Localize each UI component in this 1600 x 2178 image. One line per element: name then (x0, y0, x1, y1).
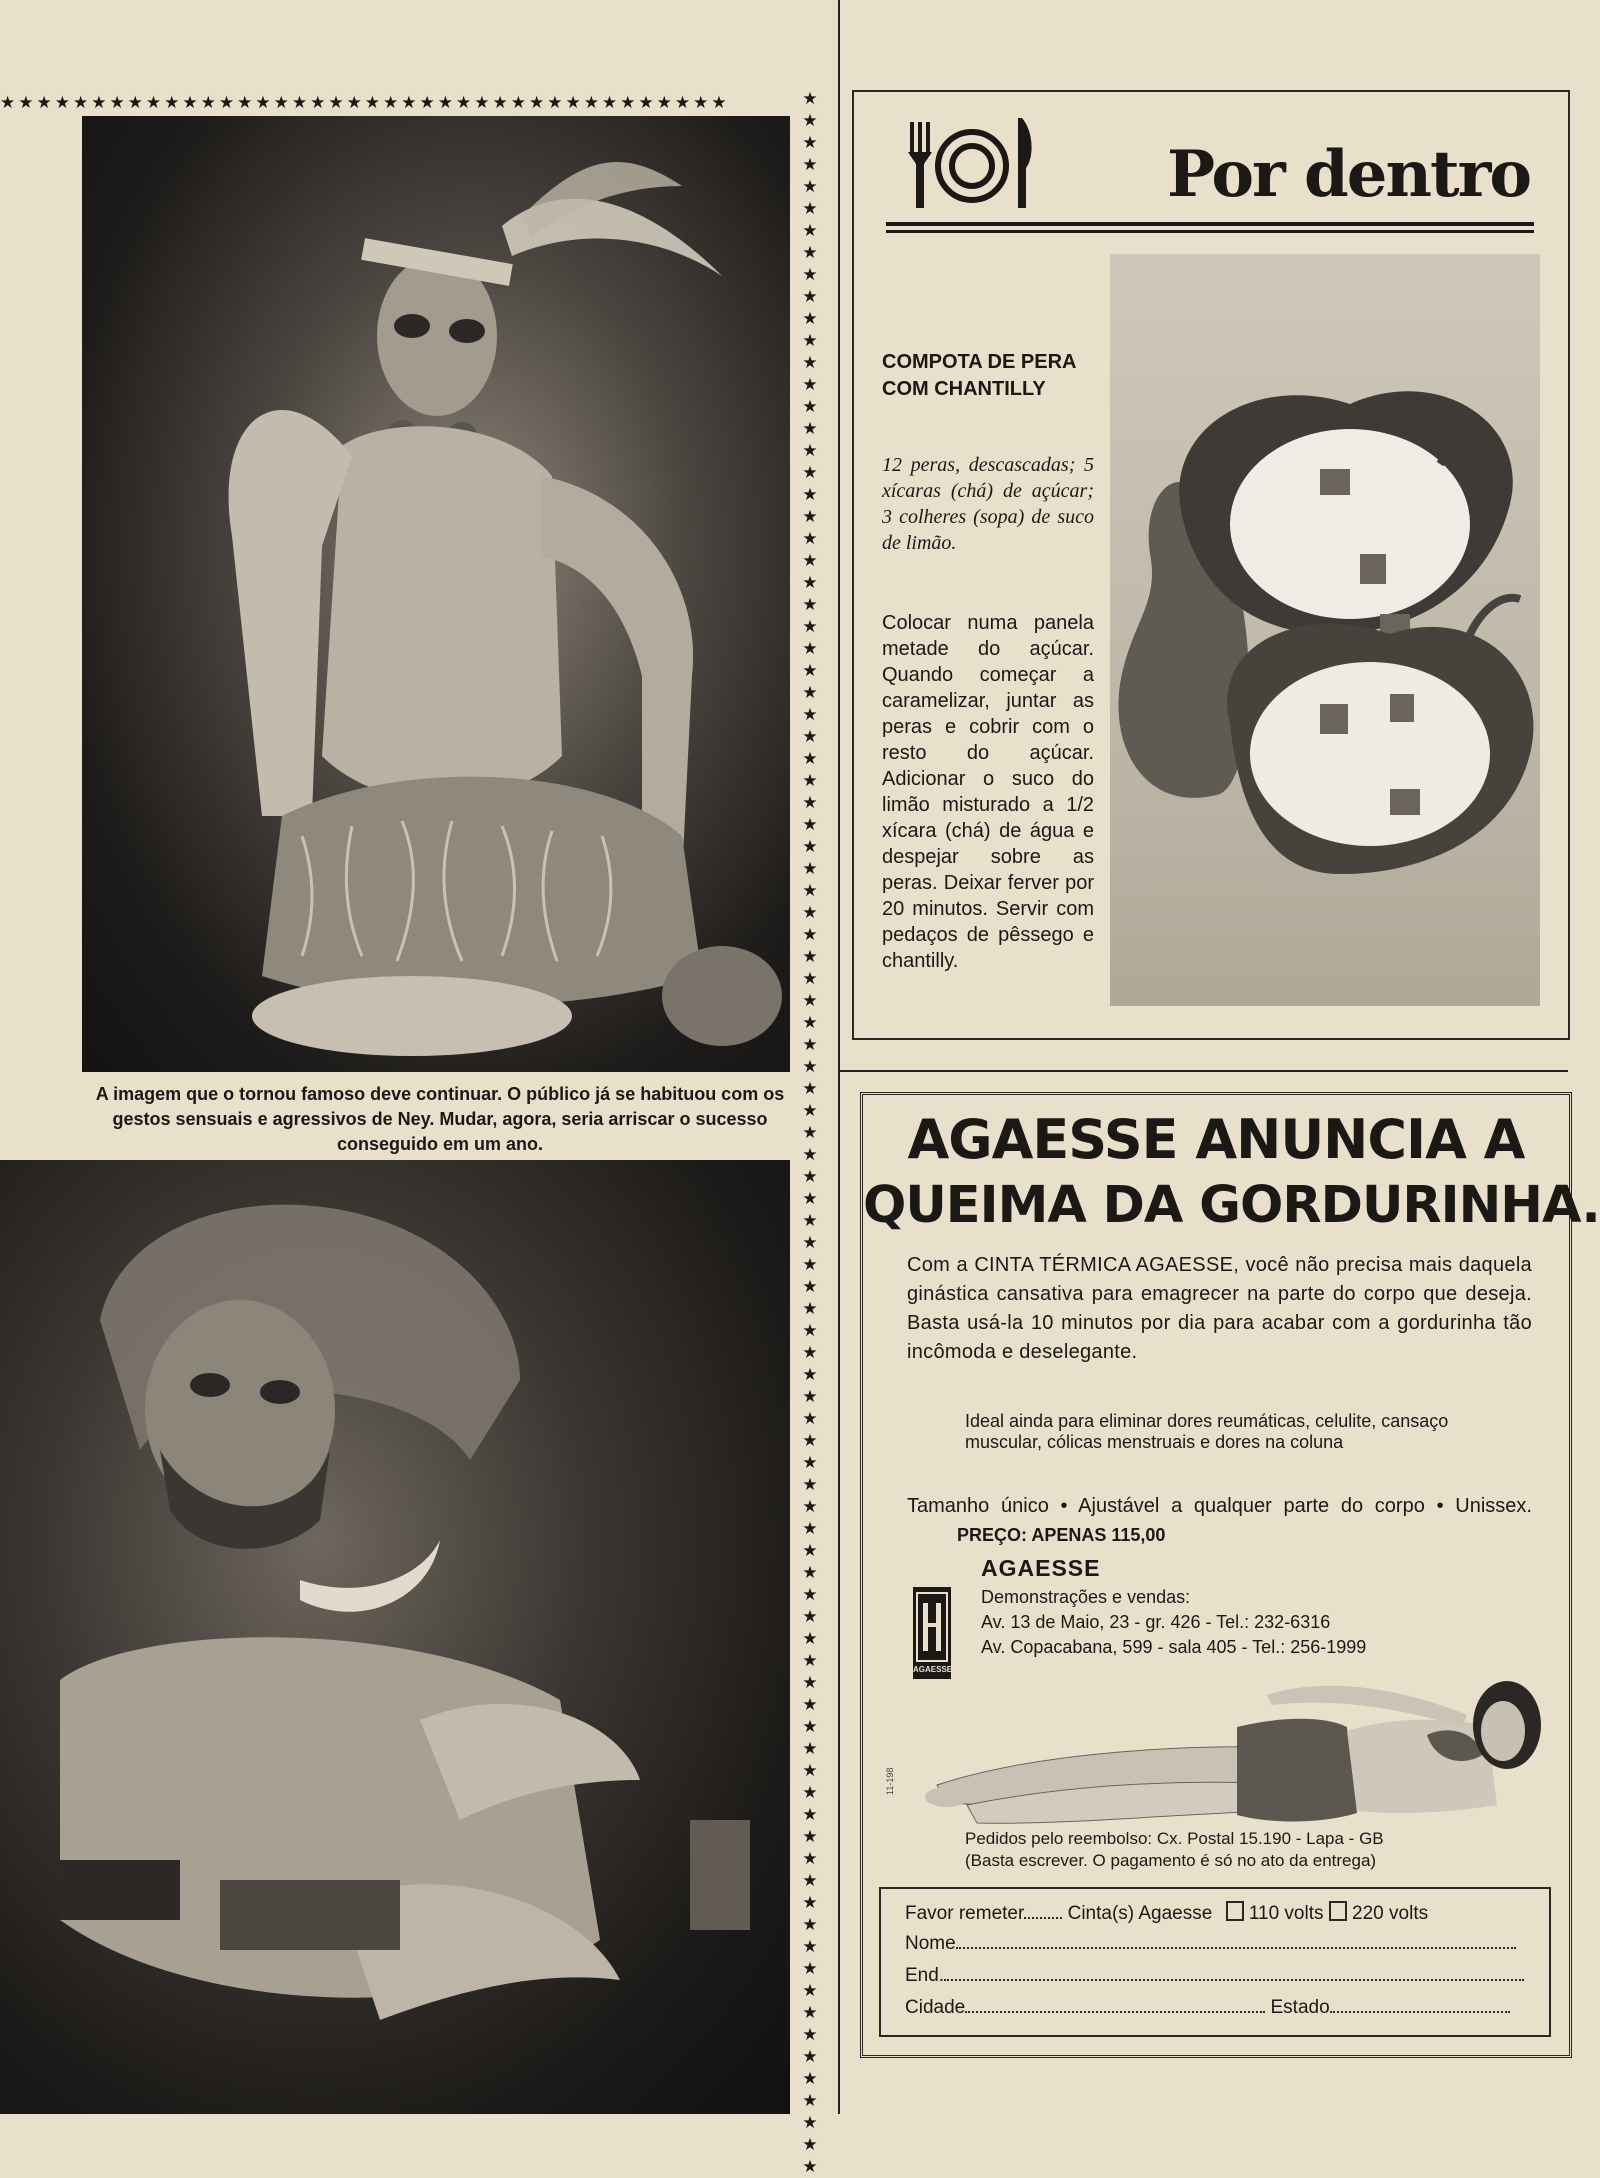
address-field[interactable] (944, 1979, 1524, 1981)
state-field[interactable] (1330, 2011, 1510, 2013)
state-label: Estado (1270, 1997, 1330, 2018)
ad-headline-line2: QUEIMA DA GORDURINHA. (863, 1176, 1600, 1235)
recipe-instructions: Colocar numa panela metade do açúcar. Quando começar a caramelizar, juntar as peras e cobrir com o resto do açúcar. Adicionar o suco do limão misturado a 1/2 xícara (chá) de água e despejar sobre as peras. Deixar ferver por 20 minutos. Servir com pedaços de pêssego e chantilly. (882, 612, 1094, 972)
belts-label: Cinta(s) Agaesse (1067, 1903, 1213, 1924)
ad-body-text: Com a CINTA TÉRMICA AGAESSE, você não precisa mais daquela ginástica cansativa para emagrecer na parte do corpo que deseja. Basta usá-la 10 minutos por dia para acabar com a gordurinha tão incômoda e deselegante. (907, 1254, 1532, 1363)
city-label: Cidade (905, 1997, 966, 2018)
ad-price: PREÇO: APENAS 115,00 (957, 1525, 1166, 1545)
v110-label: 110 volts (1248, 1903, 1324, 1924)
address-label: End. (905, 1965, 945, 1986)
column-divider (838, 0, 840, 2114)
logo-text: AGAESSE (913, 1665, 953, 1674)
recipe-name: COMPOTA DE PERA COM CHANTILLY (882, 351, 1076, 400)
coupon-row-city (905, 1997, 1510, 2019)
ad-benefits: Ideal ainda para eliminar dores reumáticas, celulite, cansaço muscular, cólicas menstruais e dores na coluna (965, 1411, 1449, 1452)
coupon-row-address (905, 1965, 1524, 1987)
city-field[interactable] (965, 2011, 1265, 2013)
agaesse-advertisement (860, 1092, 1600, 2058)
star-border-top: ★★★★★★★★★★★★★★★★★★★★★★★★★★★★★★★★★★★★★★★★ (0, 93, 730, 112)
ad-code: 11-198 (885, 1767, 895, 1795)
plate-fork-knife-icon (902, 112, 1042, 212)
ad-orders-info (965, 1828, 1384, 1872)
checkbox-220v[interactable] (1329, 1901, 1347, 1921)
photo-caption: A imagem que o tornou famoso deve continuar. O público já se habituou com os gestos sensuais e agressivos de Ney. Mudar, agora, seria arriscar o sucesso conseguido em um ano. (95, 1084, 785, 1154)
title-rule (886, 222, 1534, 226)
name-field[interactable] (956, 1947, 1516, 1949)
recipe-ingredients: 12 peras, descascadas; 5 xícaras (chá) de açúcar; 3 colheres (sopa) de suco de limão. (882, 454, 1094, 554)
ad-size-text: Tamanho único • Ajustável a qualquer parte do corpo • Unissex. (907, 1495, 1532, 1517)
ad-size-line (907, 1492, 1532, 1550)
photo-performer-bottom (0, 1160, 790, 2114)
address-2: Av. Copacabana, 599 - sala 405 - Tel.: 256-1999 (981, 1637, 1367, 1657)
section-title: Por dentro (1166, 137, 1530, 212)
photo-performer-top (82, 116, 790, 1072)
horizontal-divider (840, 1070, 1568, 1072)
order-coupon (879, 1887, 1551, 2037)
orders-line-1: Pedidos pelo reembolso: Cx. Postal 15.190 - Lapa - GB (965, 1829, 1384, 1848)
v220-label: 220 volts (1352, 1903, 1429, 1924)
quantity-field[interactable] (1024, 1917, 1062, 1919)
coupon-row-name (905, 1933, 1516, 1955)
coupon-row-remit (905, 1901, 1428, 1925)
demo-label: Demonstrações e vendas: (981, 1587, 1191, 1607)
remit-label: Favor remeter (905, 1903, 1025, 1924)
title-rule-2 (886, 230, 1534, 233)
ad-headline-line1: AGAESSE ANUNCIA A (907, 1108, 1525, 1171)
name-label: Nome (905, 1933, 956, 1954)
address-1: Av. 13 de Maio, 23 - gr. 426 - Tel.: 232-6316 (981, 1612, 1331, 1632)
orders-line-2: (Basta escrever. O pagamento é só no ato da entrega) (965, 1851, 1377, 1870)
checkbox-110v[interactable] (1226, 1901, 1244, 1921)
star-border-side: ★ ★ ★ ★ ★ ★ ★ ★ ★ ★ ★ ★ ★ ★ ★ ★ ★ ★ ★ ★ ★ ★ ★ ★ ★ ★ ★ ★ ★ ★ ★ ★ ★ ★ ★ ★ ★ ★ ★ ★ ★ ★ ★ ★ ★ ★ ★ ★ ★ ★ ★ ★ ★ ★ ★ ★ ★ ★ ★ ★ ★ ★ ★ ★ ★ ★ ★ ★ ★ ★ ★ ★ ★ ★ ★ ★ ★ ★ ★ ★ ★ ★ ★ ★ ★ ★ ★ ★ ★ ★ ★ ★ ★ ★ ★ (802, 89, 818, 2176)
ad-brand: AGAESSE (981, 1555, 1101, 1581)
recipe-section (852, 90, 1570, 1040)
pear-compote-photo (1110, 254, 1540, 1006)
